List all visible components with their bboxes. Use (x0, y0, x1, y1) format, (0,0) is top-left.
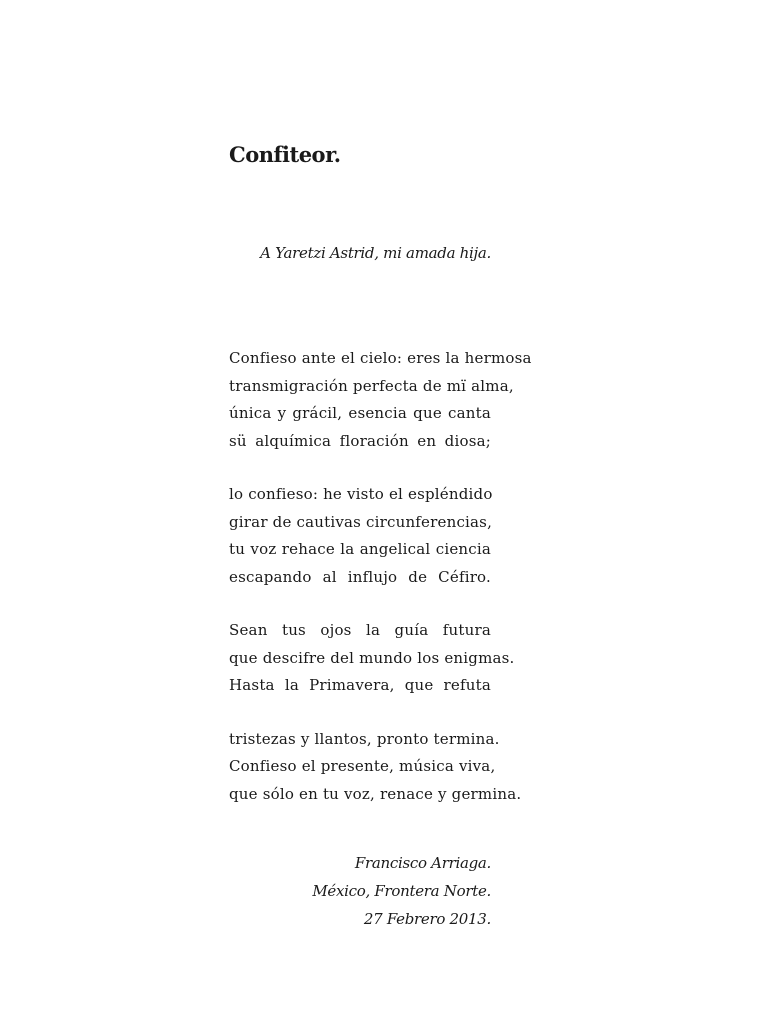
verse-line: Confieso el presente, música viva, (229, 757, 496, 775)
poem-body (229, 345, 532, 834)
verse-line: única y grácil, esencia que canta (229, 404, 491, 422)
verse-line: sü alquímica floración en diosa; (229, 431, 491, 450)
stanza-2 (229, 481, 491, 591)
stanza-3 (229, 617, 515, 700)
poem-title: Confiteor. (229, 142, 341, 167)
place-line: México, Frontera Norte. (312, 882, 491, 900)
stanza-1 (229, 345, 532, 455)
dedication: A Yaretzi Astrid, mi amada hija. (260, 244, 491, 262)
verse-line: escapando al influjo de Céfiro. (229, 567, 491, 586)
verse-line: transmigración perfecta de mï alma, (229, 376, 514, 395)
verse-line: Confieso ante el cielo: eres la hermosa (229, 349, 532, 367)
verse-line: lo confieso: he visto el espléndido (229, 485, 493, 503)
verse-line: que descifre del mundo los enigmas. (229, 648, 515, 667)
date-line: 27 Febrero 2013. (363, 910, 491, 928)
verse-line: Hasta la Primavera, que refuta (229, 676, 491, 694)
verse-line: tristezas y llantos, pronto termina. (229, 729, 500, 748)
verse-line: girar de cautivas circunferencias, (229, 512, 493, 531)
verse-line: que sólo en tu voz, renace y germina. (229, 784, 522, 803)
author-name: Francisco Arriaga. (354, 854, 491, 872)
verse-line: Sean tus ojos la guía futura (229, 621, 491, 639)
signature-block (229, 849, 491, 933)
verse-line: tu voz rehace la angelical ciencia (229, 540, 491, 558)
stanza-4 (229, 726, 522, 809)
